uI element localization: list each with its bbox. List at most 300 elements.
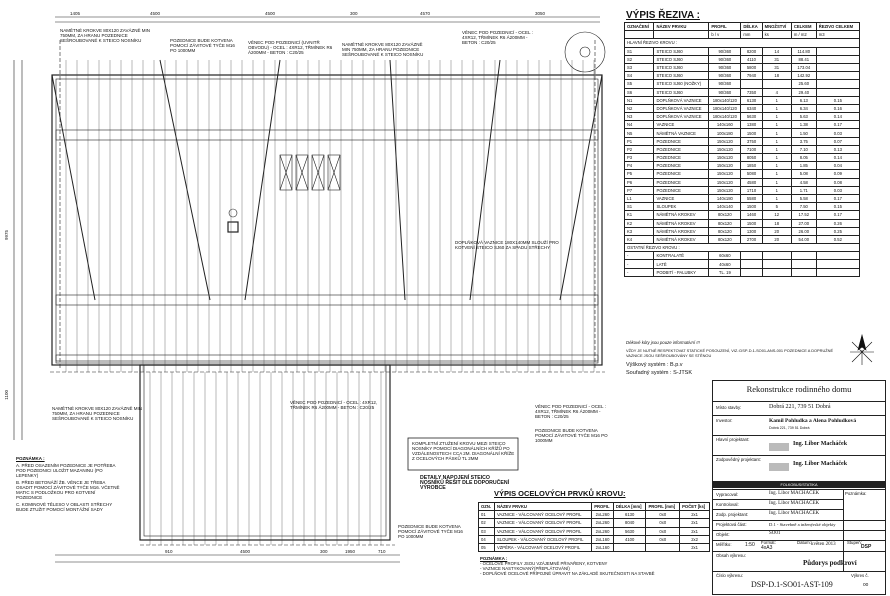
steel-row	[479, 511, 710, 519]
wood-cell: 20	[762, 235, 791, 243]
steel-row	[479, 527, 710, 535]
wood-cell: 6.34	[791, 104, 816, 112]
wood-cell: 17.52	[791, 211, 816, 219]
altitude-system: Výškový systém : B.p.v	[626, 362, 683, 368]
wood-other-row	[625, 268, 860, 276]
investor-value: Kamil Pohludka a Alena Pohludková	[769, 418, 857, 424]
steel-cell: VAZNICE - VÁLCOVANÝ OCELOVÝ PROFIL	[494, 511, 591, 519]
annotation-purlin: DOPLŇKOVÁ VAZNICE 180X140MM SLOUŽÍ PRO KOTVENÍ STEICO SJ60 ZA SPADU STŘECHY	[455, 240, 559, 250]
steel-note-line: - OCELOVÉ PROFILY JSOU VZÁJEMNĚ PŘIVAŘENY, KOTVENY	[480, 561, 608, 566]
wood-header-cell: NÁZEV PRVKU	[654, 23, 709, 31]
wood-cell: P5	[625, 170, 654, 178]
wood-cell: S2	[625, 55, 654, 63]
steel-cell: 2x2	[680, 535, 710, 543]
wood-cell: 26.00	[791, 227, 816, 235]
sheet-label: Výkres č.	[851, 573, 869, 578]
wood-row	[625, 72, 860, 80]
stage-value: DSP	[861, 544, 872, 550]
general-note-line: A. PŘED OSAZENÍM POZEDNICE JE POTŘEBA POD POZEDNICI ULOŽIT MAZANINU (PO LEPENKY)	[16, 463, 116, 478]
wood-cell: 31	[762, 63, 791, 71]
wood-cell: POZEDNICE	[654, 137, 709, 145]
wood-header-cell: CELKEM	[791, 23, 816, 31]
steel-cell: VZPĚRA - VÁLCOVANÝ OCELOVÝ PROFIL	[494, 543, 591, 551]
wood-cell: 5.58	[791, 194, 816, 202]
steel-cell: 0x0	[646, 519, 680, 527]
wood-cell: SLOUPEK	[654, 203, 709, 211]
wood-cell: 7.10	[791, 145, 816, 153]
steel-cell: 0x0	[646, 527, 680, 535]
steel-cell: 2x1	[680, 511, 710, 519]
wood-cell: 1	[762, 113, 791, 121]
wood-row	[625, 170, 860, 178]
remark-label: Poznámka:	[845, 491, 867, 496]
wood-cell: K3	[625, 227, 654, 235]
wood-row	[625, 55, 860, 63]
wood-cell: 25.60	[791, 80, 816, 88]
wood-cell: 0.52	[816, 235, 859, 243]
wood-cell: P1	[625, 137, 654, 145]
place-label: Místo stavby:	[716, 405, 742, 410]
responsible-stamp	[769, 463, 789, 471]
bottom-dimension: 1950	[345, 549, 356, 554]
annotation-rafters-sw: NAMĚTNÉ KROKVE 80X120 ZAVÁZNĚ MIN 750MM, ZA HRANU POZEDNICE SEŠROUBOVANÉ K STEICO NOSNÍKU	[52, 406, 142, 421]
wood-cell: 1	[762, 186, 791, 194]
wood-cell: 0.17	[816, 194, 859, 202]
wood-cell: 7100	[741, 145, 762, 153]
wood-cell: 29.40	[791, 88, 816, 96]
wood-cell: 60x60	[709, 252, 741, 260]
wood-cell: S6	[625, 88, 654, 96]
wood-header-cell: MNOŽSTVÍ	[762, 23, 791, 31]
drawing-number-label: Číslo výkresu:	[716, 573, 743, 578]
wood-cell: 150x120	[709, 186, 741, 194]
annotation-ring-beam-sw: VĚNEC POD POZEDNICÍ - OCEL : 4XR12, TŘMÍNEK R6 Á200MM - BETON : C20/25	[290, 400, 378, 410]
top-dimension: 1405	[70, 11, 81, 16]
wood-cell: 0.17	[816, 121, 859, 129]
wood-cell: P3	[625, 154, 654, 162]
top-dimension: 300	[350, 11, 358, 16]
wood-other-row	[625, 260, 860, 268]
wood-cell: 150x120	[709, 145, 741, 153]
wood-header-cell: ŘEZIVO CELKEM	[816, 23, 859, 31]
wood-cell: 90/360	[709, 80, 741, 88]
wood-row	[625, 227, 860, 235]
wood-cell: S1	[625, 203, 654, 211]
wood-unit-cell: b / v	[709, 31, 741, 39]
content-value: Půdorys podkroví	[803, 559, 857, 567]
wood-cell: 1	[762, 194, 791, 202]
wood-empty-cell	[816, 260, 859, 268]
wood-cell: DOPLŇKOVÁ VAZNICE	[654, 104, 709, 112]
wood-row	[625, 162, 860, 170]
steel-cell: 2xL260	[592, 527, 614, 535]
wood-cell: 1460	[741, 211, 762, 219]
responsible-name: Ing. Libor Macháček	[793, 461, 848, 467]
designer-name: Ing. Libor Macháček	[793, 441, 848, 447]
wood-cell: P4	[625, 162, 654, 170]
part-value: D.1 - Stavebně a inženýrské objekty	[769, 522, 836, 527]
wood-units-row	[625, 31, 860, 39]
wood-cell: 8050	[741, 154, 762, 162]
wood-cell: 90/360	[709, 55, 741, 63]
wood-cell: TL. 19	[709, 268, 741, 276]
steel-row	[479, 535, 710, 543]
wood-unit-cell	[625, 31, 654, 39]
wood-empty-cell	[741, 252, 762, 260]
steel-cell: 02	[479, 519, 495, 527]
wood-cell: 90/360	[709, 88, 741, 96]
general-note-line: B. PŘED BETONÁŽÍ ŽB. VĚNCE JE TŘEBA OSADIT POMOCÍ ZÁVITOVÉ TYČE M16. VČETNĚ MATIC S PODLOŽKOU PRO KOTVENÍ POZEDNICE	[16, 480, 120, 500]
wood-cell: VAZNICE	[654, 194, 709, 202]
wood-unit-cell	[654, 31, 709, 39]
wood-cell: 1	[762, 162, 791, 170]
checked-by-label: Kontroloval:	[716, 502, 739, 507]
wood-row	[625, 113, 860, 121]
wood-empty-cell	[762, 252, 791, 260]
annotation-ring-beam-n: VĚNEC POD POZEDNICÍ (UVNITŘ OBVODU) - OCEL : 4XR12, TŘMÍNEK R6 Á200MM - BETON : C20/25	[248, 40, 333, 55]
detail-note: DETAILY NAPOJENÍ STEICO NOSNÍKŮ ŘEŠIT DLE DOPORUČENÍ VÝROBCE	[420, 475, 510, 491]
wood-cell: 0.16	[816, 104, 859, 112]
steel-cell	[646, 543, 680, 551]
bottom-dimension: 4500	[240, 549, 251, 554]
investor-label: Investor:	[716, 418, 733, 423]
wood-cell: N1	[625, 96, 654, 104]
top-dimension: 3050	[535, 11, 546, 16]
wood-cell: K4	[625, 235, 654, 243]
wood-cell: 0.14	[816, 113, 859, 121]
wood-cell: 31	[762, 55, 791, 63]
steel-cell: SLOUPEK - VÁLCOVANÝ OCELOVÝ PROFIL	[494, 535, 591, 543]
wood-cell: NÁMĚTNÁ KROKEV	[654, 235, 709, 243]
wood-cell: POZEDNICE	[654, 145, 709, 153]
steel-notes-title: POZNÁMKA :	[480, 556, 508, 561]
drawn-by: Ing. Libor MACHÁČEK	[769, 491, 820, 496]
steel-cell: 2xL160	[592, 543, 614, 551]
wood-cell: 150x120	[709, 178, 741, 186]
steel-cell: 2x1	[680, 543, 710, 551]
steel-schedule-title: VÝPIS OCELOVÝCH PRVKŮ KROVU:	[494, 489, 626, 498]
wood-cell: 0.09	[816, 170, 859, 178]
annotation-anchor-n: POZEDNICE BUDE KOTVENA POMOCÍ ZÁVITOVÉ TYČE M16 PO 1000MM	[170, 38, 235, 53]
wood-cell: 90/360	[709, 72, 741, 80]
wood-cell: 1500	[741, 219, 762, 227]
wood-cell: VAZNICE	[654, 121, 709, 129]
steel-cell: 4100	[613, 535, 646, 543]
wood-cell: 27.00	[791, 219, 816, 227]
wood-cell: 0.13	[816, 145, 859, 153]
wood-empty-cell	[791, 260, 816, 268]
wood-cell: 1	[762, 145, 791, 153]
wood-schedule-table	[624, 22, 860, 277]
wood-cell: 6130	[741, 96, 762, 104]
bottom-dimension: 910	[165, 549, 173, 554]
wood-cell: S3	[625, 63, 654, 71]
wood-cell: 5.08	[791, 170, 816, 178]
wood-cell: 20	[762, 227, 791, 235]
wood-cell: 1380	[741, 121, 762, 129]
wood-cell: STEICO SJ60 (NOŽKY)	[654, 80, 709, 88]
designer-stamp	[769, 443, 789, 451]
wood-cell: 40x60	[709, 260, 741, 268]
wood-cell: NÁMĚTNÁ KROKEV	[654, 219, 709, 227]
designer-label: Hlavní projektant:	[716, 437, 750, 442]
wood-cell: 0.07	[816, 137, 859, 145]
wood-row	[625, 178, 860, 186]
wood-cell: 0.04	[816, 162, 859, 170]
wood-empty-cell	[791, 268, 816, 276]
wood-cell: 180x140/120	[709, 96, 741, 104]
wood-row	[625, 194, 860, 202]
wood-cell: 5	[762, 203, 791, 211]
wood-cell: 90/360	[709, 47, 741, 55]
wood-unit-cell: m / m2	[791, 31, 816, 39]
wood-cell: 0.15	[816, 203, 859, 211]
wood-cell: NÁMĚTNÁ VAZNICE	[654, 129, 709, 137]
wood-section-row	[625, 39, 860, 47]
wood-cell: 1850	[741, 162, 762, 170]
wood-cell: 173.04	[791, 63, 816, 71]
wood-cell: POZEDNICE	[654, 178, 709, 186]
wood-cell: KONTRALATĚ	[654, 252, 709, 260]
steel-cell: 0x0	[646, 535, 680, 543]
wood-section-row	[625, 244, 860, 252]
steel-header-cell: PROFIL [mm]	[646, 503, 680, 511]
wood-cell: S4	[625, 72, 654, 80]
investor-address: Dobrá 221, 739 51 Dobrá	[769, 426, 810, 430]
wood-cell: 3.75	[791, 137, 816, 145]
wood-cell: N2	[625, 104, 654, 112]
checked-by: Ing. Libor MACHÁČEK	[769, 501, 820, 506]
responsible-designer-label: Zodpovědný projektant:	[716, 457, 761, 462]
wood-cell: 114.80	[791, 47, 816, 55]
steel-cell: 2xL260	[592, 519, 614, 527]
wood-cell: N5	[625, 129, 654, 137]
wood-cell: S5	[625, 80, 654, 88]
annotation-ring-beam-e: VĚNEC POD POZEDNICÍ - OCEL : 4XR12, TŘMÍNEK R6 Á200MM - BETON : C20/25	[535, 404, 606, 419]
steel-cell: 04	[479, 535, 495, 543]
steel-cell: VAZNICE - VÁLCOVANÝ OCELOVÝ PROFIL	[494, 527, 591, 535]
responsible: Ing. Libor MACHÁČEK	[769, 511, 820, 516]
left-dimension-1: 9975	[4, 230, 9, 241]
wood-cell: L1	[625, 194, 654, 202]
wood-cell: 180x140/120	[709, 104, 741, 112]
wood-cell: 90/360	[709, 63, 741, 71]
wood-cell: 7350	[741, 88, 762, 96]
wood-cell: 88.41	[791, 55, 816, 63]
format-value: 4xA3	[761, 545, 773, 551]
wood-row	[625, 186, 860, 194]
wood-cell: POZEDNICE	[654, 186, 709, 194]
wood-cell: 1	[762, 170, 791, 178]
wood-cell: NÁMĚTNÁ KROKEV	[654, 227, 709, 235]
wood-cell: 80x120	[709, 227, 741, 235]
steel-cell: VAZNICE - VÁLCOVANÝ OCELOVÝ PROFIL	[494, 519, 591, 527]
wood-cell	[762, 80, 791, 88]
wood-cell: LATĚ	[654, 260, 709, 268]
responsible-label: Zodp. projektant:	[716, 512, 749, 517]
wood-cell: N4	[625, 121, 654, 129]
wood-cell: 150x120	[709, 162, 741, 170]
wood-row	[625, 121, 860, 129]
annotation-anchor-e: POZEDNICE BUDE KOTVENA POMOCÍ ZÁVITOVÉ TYČE M16 PO 1000MM	[535, 428, 608, 443]
wood-cell: 1	[762, 154, 791, 162]
wood-cell	[816, 80, 859, 88]
wood-cell: 0.17	[816, 211, 859, 219]
wood-cell: 150x120	[709, 154, 741, 162]
anchor-note: VŽDY JE NUTNÉ RESPEKTOVAT STATICKÉ POSOUZENÍ, VIZ.:DSP-D.1-SO01-ANS-001 POZEDNICE A DOPRUŽNÉ VAZNICE JSOU SEŠROUBOVÁNY SE STĚNOU	[626, 348, 834, 358]
wood-cell: 3750	[741, 137, 762, 145]
steel-header-cell: NÁZEV PRVKU	[494, 503, 591, 511]
general-note	[16, 456, 121, 512]
steel-cell: 05	[479, 543, 495, 551]
wood-cell: 1	[762, 104, 791, 112]
steel-cell: 2x1	[680, 527, 710, 535]
wood-cell: 0.25	[816, 227, 859, 235]
steel-cell: 01	[479, 511, 495, 519]
wood-row	[625, 219, 860, 227]
wood-cell: 1	[762, 129, 791, 137]
annotation-ring-beam-ne: VĚNEC POD POZEDNICÍ - OCEL : 4XR12, TŘMÍNEK R6 Á200MM - BETON : C20/25	[462, 30, 533, 45]
wood-row	[625, 129, 860, 137]
wood-cell: 5580	[741, 194, 762, 202]
format-label: Formát:	[761, 540, 776, 545]
wood-section-main: HLAVNÍ ŘEZIVO KROVU :	[625, 39, 860, 47]
wood-cell: 0.14	[816, 154, 859, 162]
wood-empty-cell	[741, 268, 762, 276]
wood-cell: 14	[762, 47, 791, 55]
wood-cell: 1	[762, 137, 791, 145]
steel-cell: 8040	[613, 519, 646, 527]
annotation-anchor-s: POZEDNICE BUDE KOTVENA POMOCÍ ZÁVITOVÉ TYČE M16 PO 1000MM	[398, 524, 463, 539]
wood-row	[625, 235, 860, 243]
annotation-bracing: KOMPLETNÍ ZTUŽENÍ KROVU MEZI STEICO NOSNÍKY POMOCÍ DIAGONÁLNÍCH KŘÍŽŮ PO VZDÁLENOSTECH CCA 2M. DIAGONÁLNÍ KŘÍŽE Z OCELOVÝCH PÁSKŮ TL 2MM	[412, 441, 515, 461]
wood-unit-cell: ks	[762, 31, 791, 39]
top-dimension: 4570	[420, 11, 431, 16]
wood-other-row	[625, 252, 860, 260]
bottom-dimension: 300	[320, 549, 328, 554]
steel-cell: 2x1	[680, 519, 710, 527]
wood-cell	[741, 80, 762, 88]
wood-cell: S1	[625, 47, 654, 55]
steel-cell: 2xL260	[592, 511, 614, 519]
wood-cell: 80x120	[709, 235, 741, 243]
part-label: Projektová část:	[716, 522, 747, 527]
wood-cell: 1	[762, 121, 791, 129]
wood-cell: 18	[762, 72, 791, 80]
annotation-rafters-ne: NAMĚTNÉ KROKVE 80X120 ZAVÁZNĚ MIN 750MM, ZA HRANU POZEDNICE SEŠROUBOVANÉ K STEICO NOSNÍKU	[342, 42, 424, 57]
wood-cell	[816, 47, 859, 55]
title-block	[712, 380, 886, 595]
wood-cell	[816, 88, 859, 96]
wood-row	[625, 145, 860, 153]
wood-cell: 1.71	[791, 186, 816, 194]
wood-cell: 1300	[741, 227, 762, 235]
wood-row	[625, 88, 860, 96]
wood-row	[625, 96, 860, 104]
wood-cell: 0.26	[816, 219, 859, 227]
wood-cell: STEICO SJ60	[654, 63, 709, 71]
wood-cell: POZEDNICE	[654, 154, 709, 162]
wood-cell: 7.50	[791, 203, 816, 211]
wood-cell: 100x180	[709, 129, 741, 137]
wood-row	[625, 63, 860, 71]
wood-cell: 1500	[741, 203, 762, 211]
general-note-line: C. KOMINOVÉ TĚLESO V OBLASTI STŘECHY BUDE ZTUŽIT POMOCÍ MONTÁŽNÍ SADY	[16, 502, 113, 512]
top-dimension: 4500	[150, 11, 161, 16]
wood-header-cell: DÉLKA	[741, 23, 762, 31]
steel-cell: 5630	[613, 527, 646, 535]
steel-cell	[613, 543, 646, 551]
wood-cell: NÁMĚTNÁ KROKEV	[654, 211, 709, 219]
date-value: květen 2013	[811, 542, 836, 547]
wood-cell: K2	[625, 219, 654, 227]
wood-row	[625, 80, 860, 88]
wood-cell: -	[625, 260, 654, 268]
wood-empty-cell	[816, 268, 859, 276]
top-dimension: 4500	[265, 11, 276, 16]
project-name: Rekonstrukce rodinného domu	[746, 384, 852, 394]
date-label: Datum:	[797, 540, 811, 545]
wood-schedule-title: VÝPIS ŘEZIVA :	[626, 10, 700, 21]
wood-cell: 4	[762, 88, 791, 96]
wood-header-cell: OZNAČENÍ	[625, 23, 654, 31]
steel-cell: 0x0	[646, 511, 680, 519]
wood-cell: -	[625, 252, 654, 260]
steel-cell: 6130	[613, 511, 646, 519]
steel-note-line: - DOPLŇOVÉ OCELOVÉ PŘÍPOJNÉ ÚPRAVIT NA ZÁKLADĚ SKUTEČNOSTI NA STAVBĚ	[480, 571, 655, 576]
steel-row	[479, 543, 710, 551]
wood-cell: DOPLŇKOVÁ VAZNICE	[654, 113, 709, 121]
stage-label: Stupeň:	[847, 540, 862, 545]
wood-cell: 0.08	[816, 178, 859, 186]
annotation-rafters-nw: NAMĚTNÉ KROKVE 80X120 ZAVÁZNĚ MIN 750MM, ZA HRANU POZEDNICE SEŠROUBOVANÉ K STEICO NOSNÍKU	[60, 28, 150, 43]
wood-header-cell: PROFIL	[709, 23, 741, 31]
wood-cell: 142.92	[791, 72, 816, 80]
wood-cell: STEICO SJ60	[654, 88, 709, 96]
wood-empty-cell	[741, 260, 762, 268]
wood-cell: STEICO SJ60	[654, 72, 709, 80]
wood-row	[625, 47, 860, 55]
wood-row	[625, 211, 860, 219]
wood-cell: 1.50	[791, 129, 816, 137]
wood-cell: 8200	[741, 47, 762, 55]
wood-cell: K1	[625, 211, 654, 219]
wood-cell: 140x140	[709, 203, 741, 211]
wood-cell: 150x120	[709, 137, 741, 145]
wood-cell: 1710	[741, 186, 762, 194]
steel-header-cell: PROFIL	[592, 503, 614, 511]
drawn-by-label: Vypracoval:	[716, 492, 739, 497]
bottom-dimension: 710	[378, 549, 386, 554]
steel-schedule-table	[478, 502, 710, 552]
wood-cell: DOPLŇKOVÁ VAZNICE	[654, 96, 709, 104]
wood-cell: 150x120	[709, 170, 741, 178]
wood-cell: 5.63	[791, 113, 816, 121]
left-dimension-2: 1100	[4, 390, 9, 400]
scale-value: 1:50	[745, 542, 755, 548]
sheet-number: 00	[863, 583, 869, 588]
drawing-number: DSP-D.1-SO01-AST-109	[751, 580, 833, 589]
wood-cell: 180x140/120	[709, 113, 741, 121]
general-note-title: POZNÁMKA :	[16, 456, 45, 461]
wood-empty-cell	[762, 268, 791, 276]
scale-label: Měřítko:	[716, 542, 732, 547]
wood-unit-cell: m3	[816, 31, 859, 39]
wood-cell: 18	[762, 219, 791, 227]
wood-cell: N3	[625, 113, 654, 121]
wood-cell: 80x120	[709, 211, 741, 219]
wood-cell: 7940	[741, 72, 762, 80]
